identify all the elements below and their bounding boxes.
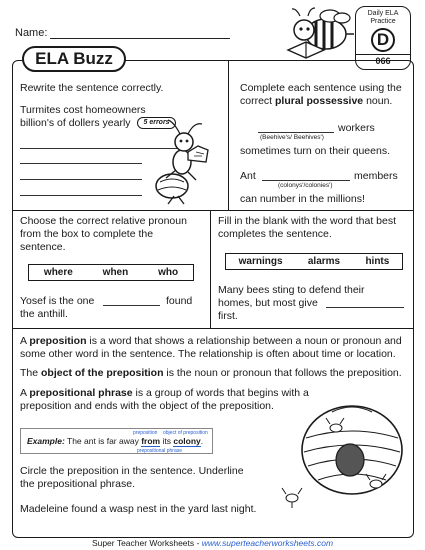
worksheet-title: ELA Buzz <box>22 46 126 72</box>
s1-instruction: Rewrite the sentence correctly. <box>20 82 164 94</box>
example-end: . <box>200 436 204 446</box>
s2-instruction-pre: Complete each sentence using the correct <box>240 82 402 107</box>
s2-options-2: (colonys'/colonies') <box>278 182 333 189</box>
s5-p2-post: is the noun or pronoun that follows the preposition. <box>163 367 402 379</box>
s3-word-2: when <box>102 267 129 278</box>
errors-badge: 5 errors <box>137 117 175 129</box>
s2-ant: Ant <box>240 170 256 182</box>
divider-mid-vertical <box>210 210 211 328</box>
s1-answer-line-2[interactable] <box>20 163 142 164</box>
s3-sentence-pre: Yosef is the one <box>20 295 95 307</box>
s5-p3-pre: A <box>20 387 30 399</box>
example-label: Example: <box>27 436 65 446</box>
s3-word-box <box>28 264 194 281</box>
s2-instruction <box>240 82 410 108</box>
s3-sentence-cont: the anthill. <box>20 308 68 320</box>
s4-word-box <box>225 253 403 270</box>
s2-sentence-1-cont: sometimes turn on their queens. <box>240 145 390 157</box>
s1-answer-line-3[interactable] <box>20 179 142 180</box>
reading-bee-icon <box>282 4 362 66</box>
s4-word-1: warnings <box>238 256 283 267</box>
s5-p2-pre: The <box>20 367 42 379</box>
s5-p3-bold: prepositional phrase <box>29 387 133 399</box>
s5-p2-bold: object of the preposition <box>41 367 164 379</box>
ant-with-house-icon <box>144 116 224 206</box>
s3-instruction: Choose the correct relative pronoun from the box to complete the sentence. <box>20 215 187 253</box>
wasp-nest-icon <box>266 394 412 520</box>
example-mid: its <box>162 436 171 446</box>
s5-p1-bold: preposition <box>29 335 87 347</box>
s4-blank[interactable] <box>326 307 404 308</box>
s4-sentence-3: first. <box>218 310 238 322</box>
label-preposition: preposition <box>133 430 158 436</box>
example-box <box>20 428 213 454</box>
name-input-line[interactable] <box>50 38 230 39</box>
name-label: Name: <box>15 27 48 39</box>
divider-top-vertical <box>228 60 229 210</box>
s4-instruction: Fill in the blank with the word that best completes the sentence. <box>218 215 397 240</box>
s5-p3-post: is a group of words that begins with a preposition and ends with the object of the preposition. <box>20 387 309 412</box>
example-prep: from <box>141 436 161 446</box>
s5-paragraph-1 <box>20 335 410 361</box>
divider-row2 <box>12 328 414 329</box>
example-obj: colony <box>173 436 201 446</box>
example-pre: The ant is far away <box>67 436 139 446</box>
s2-instruction-bold: plural possessive <box>275 95 364 107</box>
s5-p1-pre: A <box>20 335 30 347</box>
s2-instruction-post: noun. <box>363 95 393 107</box>
s2-blank-2[interactable] <box>262 180 350 181</box>
badge-number: 066 <box>356 54 410 66</box>
s3-word-1: where <box>43 267 73 278</box>
footer <box>0 538 425 548</box>
badge-letter: D <box>371 28 395 52</box>
example-sentence <box>27 436 203 446</box>
s2-sentence-2-cont: can number in the millions! <box>240 193 365 205</box>
s4-sentence-2-pre: homes, but most give <box>218 297 318 309</box>
s1-sentence: Turmites cost homeowners billion's of dollers yearly <box>20 104 146 129</box>
s4-word-3: hints <box>365 256 390 267</box>
s4-sentence-1: Many bees sting to defend their <box>218 284 365 296</box>
s5-sentence: Madeleine found a wasp nest in the yard last night. <box>20 503 257 515</box>
s4-word-2: alarms <box>307 256 341 267</box>
s2-options-1: (Beehive's/ Beehives') <box>260 134 324 141</box>
s2-workers: workers <box>338 122 375 134</box>
s3-blank[interactable] <box>103 305 160 306</box>
s2-blank-1[interactable] <box>258 132 334 133</box>
s5-instruction: Circle the preposition in the sentence. Underline the prepositional phrase. <box>20 465 244 490</box>
s2-members: members <box>354 170 398 182</box>
divider-row1 <box>12 210 414 211</box>
s1-answer-line-4[interactable] <box>20 195 142 196</box>
s5-p1-post: is a word that shows a relationship between a noun or pronoun and some other word in the sentence. The relationship is often about time or location. <box>20 335 402 360</box>
s3-sentence-post: found <box>166 295 193 307</box>
label-phrase: prepositional phrase <box>137 448 183 454</box>
label-object: object of preposition <box>163 430 208 436</box>
s5-paragraph-2 <box>20 367 410 380</box>
footer-link[interactable]: www.superteacherworksheets.com <box>201 538 334 548</box>
s3-word-3: who <box>158 267 179 278</box>
badge-title: Daily ELA Practice <box>367 10 399 25</box>
footer-text: Super Teacher Worksheets - <box>91 538 202 548</box>
